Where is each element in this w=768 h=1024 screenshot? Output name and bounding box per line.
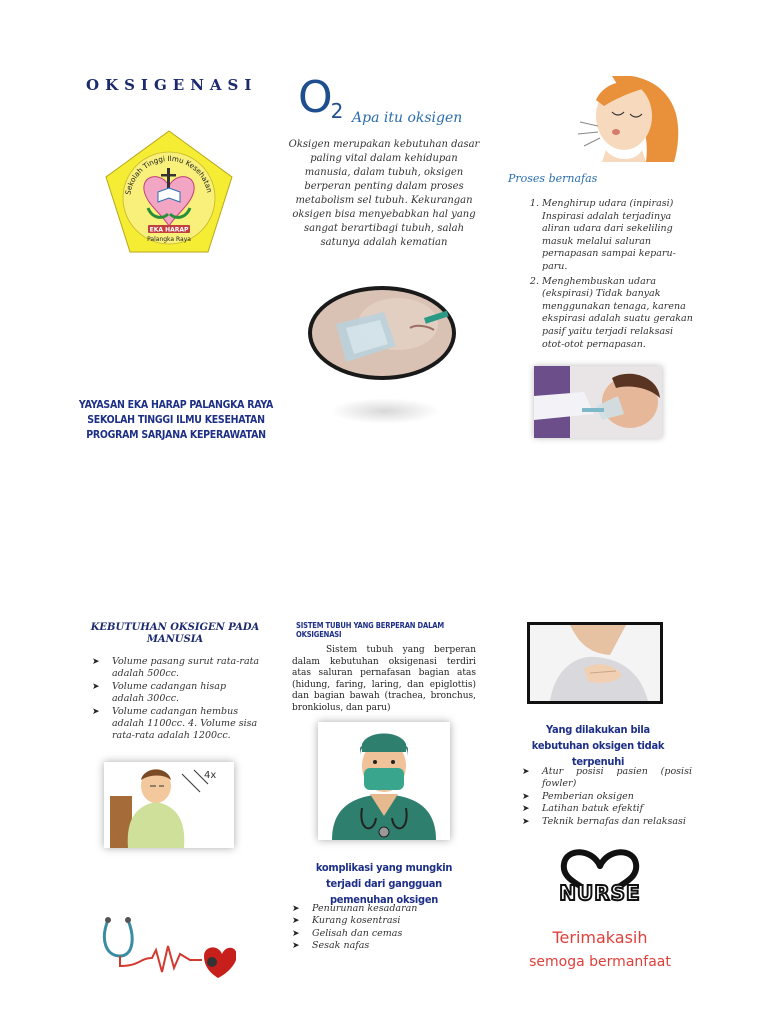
komplikasi-item-1: ➤ Penurunan kesadaran <box>292 903 418 914</box>
tindakan-item-4: ➤ Teknik bernafas dan relaksasi <box>522 815 686 827</box>
kebutuhan-item-3: ➤ Volume cadangan hembus adalah 1100cc. 4. Volume sisa rata-rata adalah 1200cc. <box>92 705 258 742</box>
kebutuhan-heading: KEBUTUHAN OKSIGEN PADA MANUSIA <box>90 622 260 645</box>
oxygen-paragraph: Oksigen merupakan kebutuhan dasar paling vital dalam kehidupan manusia, dalam tubuh, oksigen berperan penting dalam proses metabolism sel tubuh. Kekurangan oksigen bisa menyebabkan hal yang sangat berartibagi tubuh, salah satunya adalah kematian <box>288 139 480 248</box>
logo-ring-text: Sekolah Tinggi Ilmu Kesehatan <box>123 153 215 196</box>
oxygen-mask-photo <box>306 284 458 382</box>
closing-thanks: Terimakasih <box>552 928 648 947</box>
tindakan-heading: Yang dilakukan bila kebutuhan oksigen tidak terpenuhi <box>531 723 665 768</box>
komplikasi-item-4: ➤ Sesak nafas <box>292 940 370 952</box>
komplikasi-list <box>290 903 470 953</box>
komplikasi-item-2: ➤ Kurang kosentrasi <box>292 915 401 927</box>
brochure-title: OKSIGENASI <box>86 76 258 94</box>
sistem-heading: SISTEM TUBUH YANG BERPERAN DALAM OKSIGENASI <box>296 621 444 639</box>
komplikasi-heading: komplikasi yang mungkin terjadi dari gangguan pemenuhan oksigen <box>315 861 453 906</box>
proses-heading: Proses bernafas <box>508 172 598 185</box>
kebutuhan-item-2: ➤ Volume cadangan hisap adalah 300cc. <box>92 680 227 705</box>
tindakan-item-3: ➤ Latihan batuk efektif <box>522 803 644 815</box>
kebutuhan-item-1: ➤ Volume pasang surut rata-rata adalah 500cc. <box>92 656 260 680</box>
nurse-illustration <box>318 722 450 840</box>
panel2-heading: Apa itu oksigen <box>352 110 463 126</box>
tindakan-item-2: ➤ Pemberian oksigen <box>522 790 634 802</box>
photo-shadow <box>330 398 440 424</box>
tindakan-item-1: ➤ Atur posisi pasien (posisi fowler) <box>522 766 692 790</box>
man-breathing-illustration <box>104 762 234 848</box>
breathing-woman-illustration <box>576 76 682 162</box>
nurse-logo-text: NURSE <box>559 881 641 905</box>
nurse-heart-logo <box>544 846 656 908</box>
sistem-paragraph: Sistem tubuh yang berperan dalam kebutuhan oksigenasi terdiri atas saluran pernafasan bagian atas (hidung, faring, laring, dan epiglottis) dan bagian bawah (trachea, bronchus, bronkiolus, dan paru) <box>292 645 476 713</box>
logo-city-text: Palangka Raya <box>147 236 191 243</box>
proses-list <box>524 198 694 353</box>
institution-line-1: YAYASAN EKA HARAP PALANGKA RAYA <box>78 399 274 411</box>
proses-item-2: 2. Menghembuskan udara (ekspirasi) Tidak banyak menggunakan tenaga, karena ekspirasi adalah suatu gerakan pasif yaitu terjadi relaksasi otot-otot pernapasan. <box>542 276 694 352</box>
school-logo <box>104 128 234 256</box>
image-label-4x: 4x <box>204 770 217 781</box>
kebutuhan-list <box>90 656 260 743</box>
proses-item-1: 1. Menghirup udara (inpirasi) Inspirasi adalah terjadinya aliran udara dari sekeliling masuk melalui saluran pernapasan sampai keparu-paru. <box>542 198 694 274</box>
o2-symbol: $O_2$ <box>298 72 342 123</box>
logo-banner-text: EKA HARAP <box>149 226 189 234</box>
child-oxygen-photo <box>534 366 662 438</box>
closing-wish: semoga bermanfaat <box>529 954 671 970</box>
stethoscope-heart-illustration <box>100 916 236 980</box>
chest-pain-photo <box>527 622 663 704</box>
institution-line-3: PROGRAM SARJANA KEPERAWATAN <box>86 429 266 441</box>
institution-line-2: SEKOLAH TINGGI ILMU KESEHATAN <box>87 414 265 426</box>
tindakan-list <box>520 766 692 828</box>
komplikasi-item-3: ➤ Gelisah dan cemas <box>292 927 403 939</box>
institution-block <box>62 398 290 443</box>
